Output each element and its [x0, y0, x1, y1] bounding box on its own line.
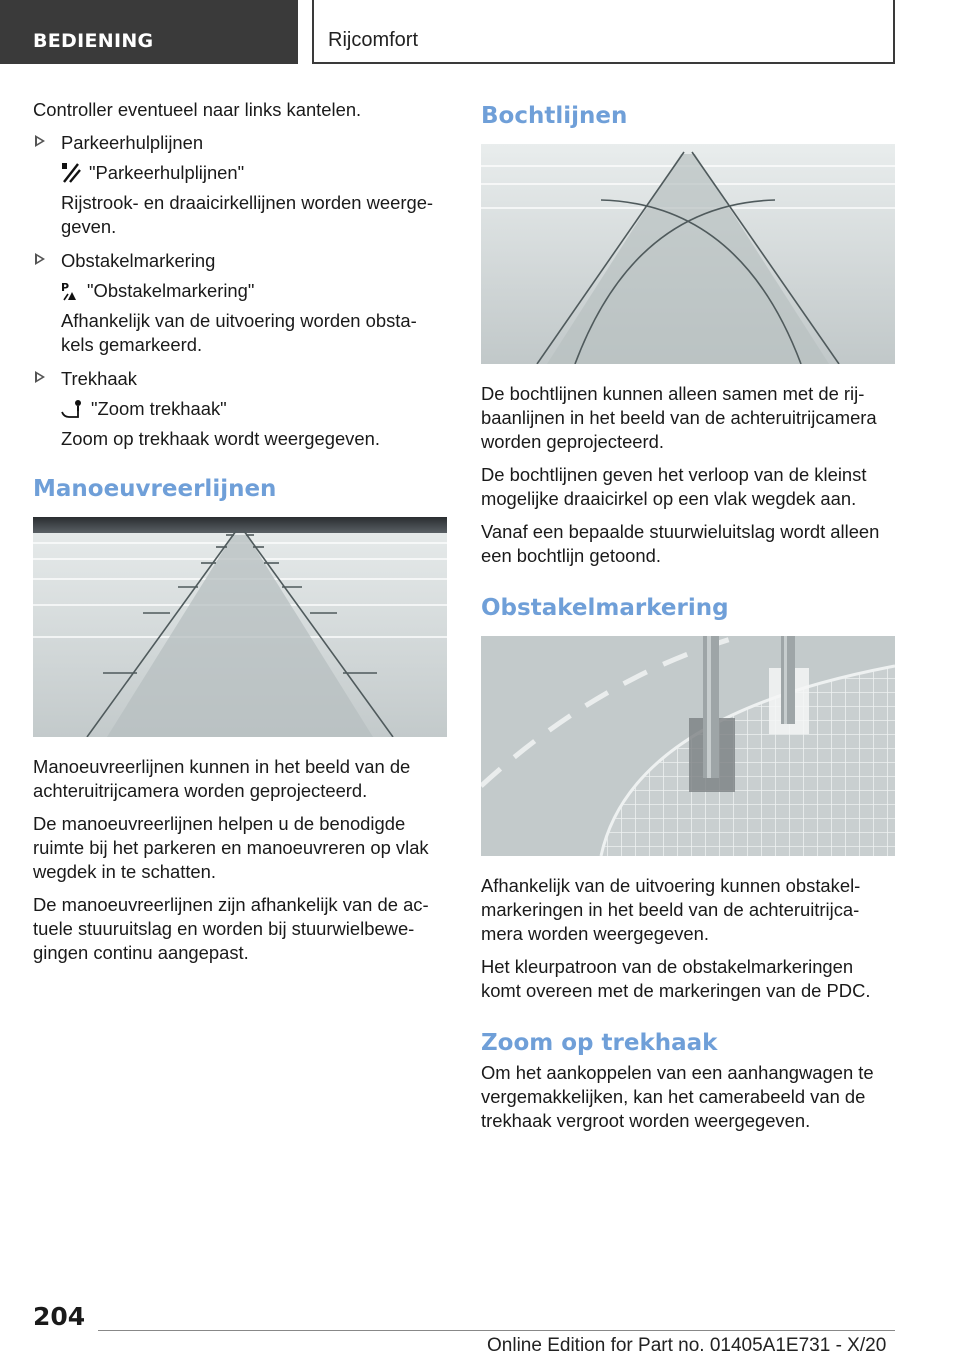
bullet-description: Afhankelijk van de uitvoering worden obsta-kels gemarkeerd.: [61, 310, 417, 355]
svg-text:P: P: [61, 281, 70, 294]
bullet-description: Zoom op trekhaak wordt weergegeven.: [61, 428, 380, 449]
heading-obstakelmarkering: Obstakelmarkering: [481, 595, 729, 621]
obstakel-paragraph: Afhankelijk van de uitvoering kunnen obstakel-markeringen in het beeld van de achteruitrijca-mera worden weergegeven.: [481, 875, 861, 944]
bullet-title: Parkeerhulplijnen: [61, 132, 204, 153]
menu-option: [61, 279, 447, 303]
intro-text: Controller eventueel naar links kantelen.: [33, 99, 362, 120]
parking-lines-icon: [61, 162, 81, 184]
manoeuvre-paragraph: De manoeuvreerlijnen helpen u de benodigde ruimte bij het parkeren en manoeuvreren op vlak wegdek in te schatten.: [33, 813, 429, 882]
bullet-obstakelmarkering: [33, 249, 447, 357]
option-label: "Zoom trekhaak": [91, 398, 227, 419]
footer-edition: Online Edition for Part no. 01405A1E731 - X/20: [487, 1335, 887, 1356]
bocht-paragraph: Vanaf een bepaalde stuurwieluitslag wordt alleen een bochtlijn getoond.: [481, 521, 880, 566]
heading-bochtlijnen: Bochtlijnen: [481, 103, 628, 129]
triangle-bullet-icon: [35, 371, 45, 383]
left-column: [33, 98, 447, 974]
option-label: "Parkeerhulplijnen": [89, 162, 245, 183]
page-number: 204: [33, 1302, 86, 1331]
menu-option: [61, 161, 447, 185]
bullet-description: Rijstrook- en draaicirkellijnen worden weerge-geven.: [61, 192, 434, 237]
manoeuvre-lines-illustration: [33, 517, 447, 737]
bocht-paragraph: De bochtlijnen geven het verloop van de kleinst mogelijke draaicirkel op een vlak wegdek aan.: [481, 464, 867, 509]
obstacle-marking-icon: [61, 280, 79, 302]
obstacle-marking-illustration: [481, 636, 895, 856]
bullet-trekhaak: [33, 367, 447, 451]
section-tab: BEDIENING: [0, 0, 298, 64]
tow-hitch-icon: [61, 398, 83, 420]
bullet-title: Trekhaak: [61, 368, 137, 389]
curve-lines-illustration: [481, 144, 895, 364]
heading-zoom-trekhaak: Zoom op trekhaak: [481, 1030, 718, 1056]
bocht-paragraph: De bochtlijnen kunnen alleen samen met de rij-baanlijnen in het beeld van de achteruitrijcamera worden geprojecteerd.: [481, 383, 877, 452]
bullet-title: Obstakelmarkering: [61, 250, 216, 271]
menu-option: [61, 397, 447, 421]
footer-divider: [98, 1330, 895, 1331]
manoeuvre-paragraph: Manoeuvreerlijnen kunnen in het beeld van de achteruitrijcamera worden geprojecteerd.: [33, 756, 411, 801]
bullet-parkeerhulplijnen: [33, 131, 447, 239]
chapter-title: Rijcomfort: [312, 0, 895, 64]
triangle-bullet-icon: [35, 253, 45, 265]
triangle-bullet-icon: [35, 135, 45, 147]
obstakel-paragraph: Het kleurpatroon van de obstakelmarkeringen komt overeen met de markeringen van de PDC.: [481, 956, 871, 1001]
zoom-paragraph: Om het aankoppelen van een aanhangwagen te vergemakkelijken, kan het camerabeeld van de trekhaak vergroot worden weergegeven.: [481, 1062, 874, 1131]
right-column: [481, 102, 895, 1142]
heading-manoeuvreerlijnen: Manoeuvreerlijnen: [33, 476, 277, 502]
manoeuvre-paragraph: De manoeuvreerlijnen zijn afhankelijk van de ac-tuele stuuruitslag en worden bij stuurwielbewe-gingen continu aangepast.: [33, 894, 429, 963]
option-label: "Obstakelmarkering": [87, 280, 255, 301]
